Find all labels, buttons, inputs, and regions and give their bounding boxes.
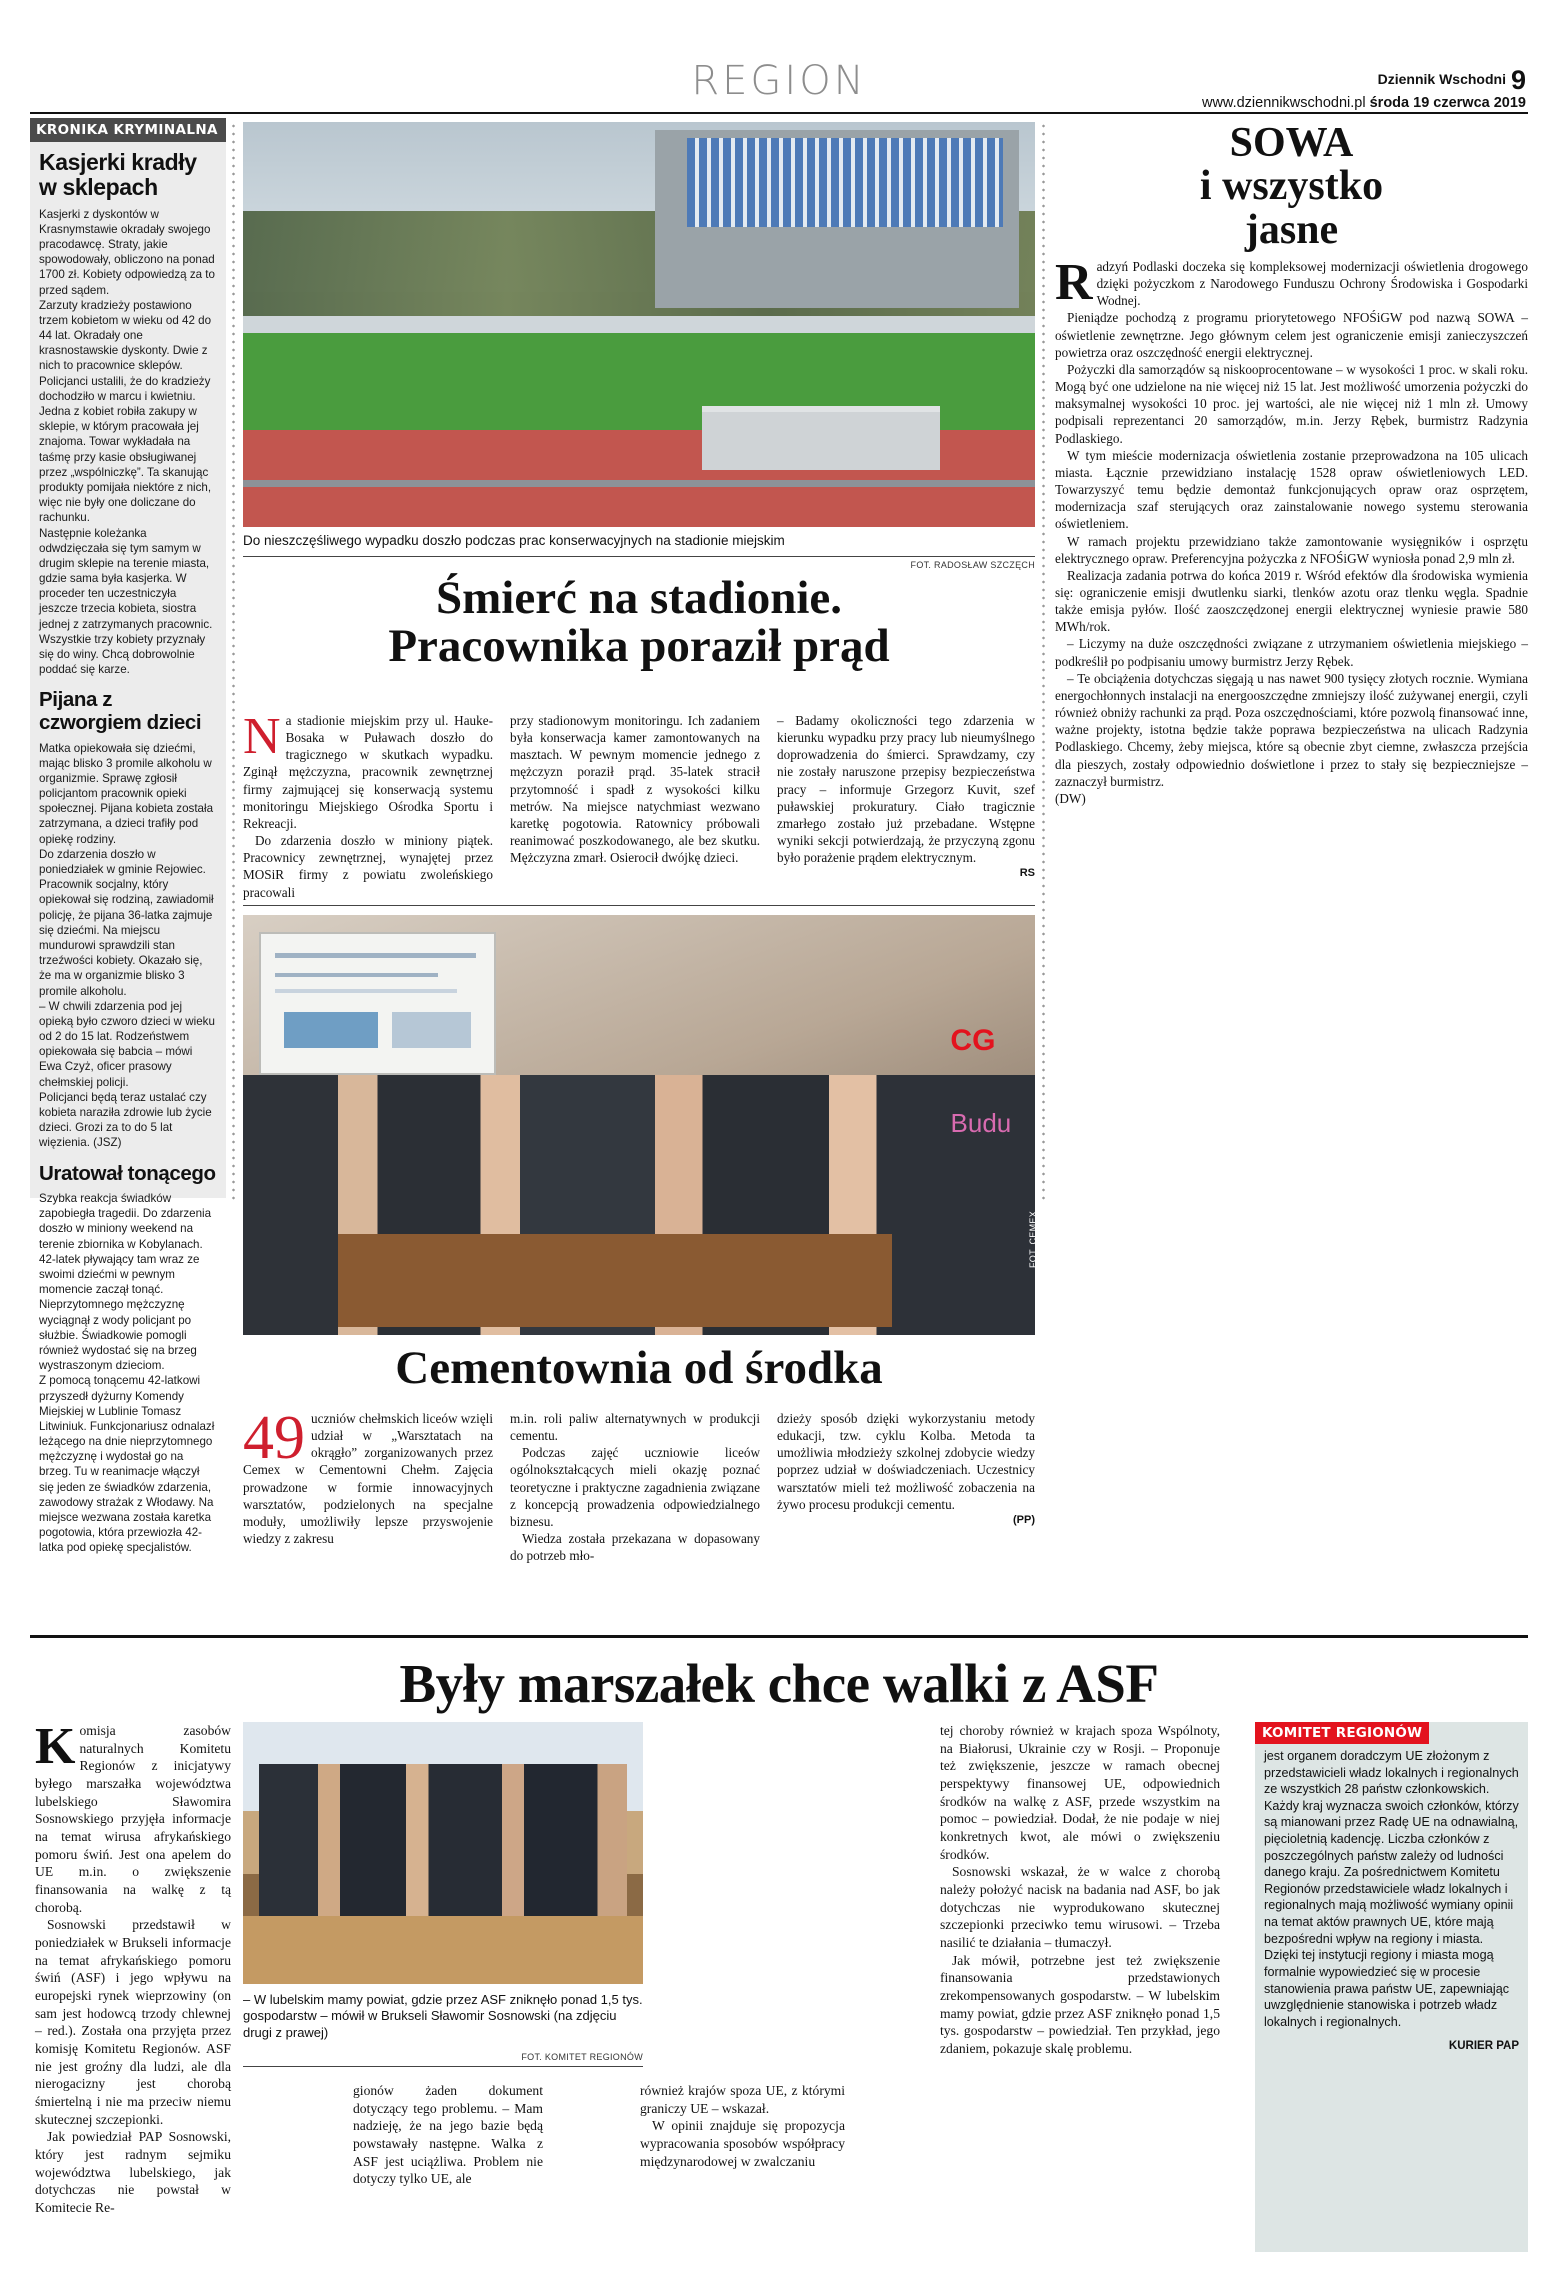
stadium-photo xyxy=(243,122,1035,527)
stadium-byline: RS xyxy=(1019,867,1035,880)
paragraph: m.in. roli paliw alternatywnych w produkcji cementu. xyxy=(510,1411,760,1444)
paragraph: dzieży sposób dzięki wykorzystaniu metody edukacji, tzw. cyklu Kolba. Metoda ta umożliwia młodzieży szkolnej zdobycie wiedzy poprzez udział w doświadczeniach. Uczestnicy warsztatów mieli też możliwość zobaczenia na żywo procesu produkcji cementu. xyxy=(777,1411,1035,1512)
paragraph: W ramach projektu przewidziano także zamontowanie wysięgników i osprzętu elektrycznego opraw. Preferencyjna pożyczka z NFOŚiGW wyniosła ponad 2,9 mln zł. xyxy=(1055,533,1528,566)
issue-date: środa 19 czerwca 2019 xyxy=(1369,95,1526,112)
paragraph: Następnie koleżanka odwdzięczała się tym samym w drugim sklepie na terenie miasta, gdzie sama była kasjerka. W proceder ten uczestniczyła jeszcze trzecia kobieta, siostra jednej z zatrzymanych pracownic. Wszystkie trzy kobiety przyznały się do winy. Chcą dobrowolnie poddać się karze. xyxy=(39,526,213,677)
cement-photo-credit: FOT. CEMEX xyxy=(1028,1210,1038,1268)
komitet-source: KURIER PAP xyxy=(1448,2040,1519,2053)
paragraph: również krajów spoza UE, z którymi graniczy UE – wskazał. xyxy=(640,2083,845,2116)
masthead-paper-line xyxy=(1202,66,1526,95)
column-divider-1 xyxy=(232,122,235,1202)
paragraph: omisja zasobów naturalnych Komitetu Regionów z inicjatywy byłego marszałka województwa lubelskiego Sławomira Sosnowskiego przyjęła informacje na temat wirusa afrykańskiego pomoru świń. Jest ona apelem do UE m.in. o zwiększenie finansowania na walkę z tą chorobą. xyxy=(35,1723,231,1915)
paragraph: Do zdarzenia doszło w poniedziałek w gminie Rejowiec. Pracownik socjalny, który opiekował się rodziną, zawiadomił policję, że pijana 36-latka zajmuje się dziećmi. Na miejscu mundurowi sprawdzili stan trzeźwości kobiety. Okazało się, że ma w organizmie blisko 3 promile alkoholu. xyxy=(39,847,214,998)
paragraph: Policjanci ustalili, że do kradzieży dochodziło w marcu i kwietniu. Jedna z kobiet robiła zakupy w sklepie, w którym pracowała jej znajoma. Towar wykładała na taśmę przy kasie obsługiwanej przez „wspólniczkę”. Ta skanując produkty pomijała niektóre z nich, więc nie były one doliczane do rachunku. xyxy=(39,374,212,525)
kronika-item-2-headline: Uratował tonącego xyxy=(39,1161,216,1185)
column-divider-2 xyxy=(1042,122,1045,1202)
asf-body-col-3 xyxy=(940,1722,1220,2058)
paragraph: Jak mówił, potrzebne jest też zwiększenie finansowania przedstawionych zrekompensowanych gospodarstw. – W lubelskim mamy powiat, gdzie przez ASF zniknęło ponad 1,5 tys. gospodarstw – powiedział. Ten przykład, jego zdaniem, pokazuje skalę problemu. xyxy=(940,1952,1220,2057)
photo-panelists xyxy=(259,1764,627,1916)
paragraph: Sosnowski przedstawił w poniedziałek w Brukseli informacje na temat afrykańskiego pomoru świń (ASF) i jego wpływu na europejski rynek wieprzowiny (on sam jest hodowcą trzody chlewnej – red.). Została ona przyjęta przez komisję Komitetu Regionów. ASF nie jest groźny dla ludzi, ale dla nierogacizny jest chorobą śmiertelną i nie ma przeciw niemu skutecznej szczepionki. xyxy=(35,1917,231,2127)
paragraph: – Badamy okoliczności tego zdarzenia w kierunku wypadku przy pracy lub nieumyślnego doprowadzenia do śmierci. Sprawdzamy, czy nie zostały naruszone przepisy bezpieczeństwa pracy – informuje Grzegorz Kuvit, szef puławskiej prokuratury. Ciało tragicznie zmarłego zostało już przebadane. Wstępne wyniki sekcji potwierdzają, że przyczyną zgonu było porażenie prądem elektrycznym. xyxy=(777,713,1035,866)
caption-rule-1 xyxy=(243,556,1035,557)
masthead xyxy=(0,58,1558,120)
paragraph: Pieniądze pochodzą z programu priorytetowego NFOŚiGW pod nazwą SOWA – oświetlenie zewnętrzne. Jego głównym celem jest ograniczenie emisji zanieczyszczeń powietrza oraz oszczędność energii elektrycznej. xyxy=(1055,310,1528,360)
paragraph: a stadionie miejskim przy ul. Hauke-Bosaka w Puławach doszło do tragicznego w skutkach wypadku. Zginął mężczyzna, pracownik zewnętrznej firmy zajmującej się konserwacją systemu monitoringu Miejskiego Ośrodka Sportu i Rekreacji. xyxy=(243,713,493,831)
paragraph: W opinii znajduje się propozycja wypracowania sposobów współpracy międzynarodowej w zwalczaniu xyxy=(640,2118,845,2169)
kronika-item-2-body xyxy=(39,1191,217,1556)
page-number: 9 xyxy=(1510,65,1526,95)
headline-line-1: Kasjerki kradły xyxy=(39,149,197,175)
paragraph: adzyń Podlaski doczeka się kompleksowej modernizacji oświetlenia drogowego dzięki pożyczkom z Narodowego Funduszu Ochrony Środowiska i Gospodarki Wodnej. xyxy=(1096,259,1528,309)
asf-photo-credit: FOT. KOMITET REGIONÓW xyxy=(521,2052,643,2062)
sowa-headline-line-1: SOWA xyxy=(1229,120,1354,166)
paragraph: Jak powiedział PAP Sosnowski, który jest radnym sejmiku województwa lubelskiego, jak dotychczas nie powstał w Komitecie Re- xyxy=(35,2129,231,2216)
photo-budu-text: Budu xyxy=(950,1108,1012,1139)
paragraph: Zarzuty kradzieży postawiono trzem kobietom w wieku od 42 do 44 lat. Okradały one krasnostawskie dyskonty. Dwie z nich to pracownice sklepów. xyxy=(39,298,212,373)
paragraph: Do zdarzenia doszło w miniony piątek. Pracownicy zewnętrznej, wynajętej przez MOSiR firmy z powiatu zwoleńskiego pracowali xyxy=(243,833,493,900)
paragraph: uczniów chełmskich liceów wzięli udział w „Warsztatach na okrągło” zorganizowanych przez Cemex w Cementowni Chełm. Zajęcia prowadzone w formie innowacyjnych warsztatów, podzielonych na specjalne moduły, umożliwiły lepsze przyswojenie wiedzy z zakresu xyxy=(243,1411,493,1547)
photo-seats xyxy=(687,138,1004,227)
paragraph: Z pomocą tonącemu 42-latkowi przyszedł dyżurny Komendy Miejskiej w Lublinie Tomasz Litwiniuk. Funkcjonariusz odnalazł leżącego na dnie nieprzytomnego mężczyznę i wydostał go na brzeg. Tu w reanimacje włączył się jeden ze świadków zdarzenia, zawodowy strażak z Włodawy. Na miejsce wezwana została karetka pogotowia, która przewiozła 42-latka pod opiekę specjalistów. xyxy=(39,1374,215,1555)
paragraph: Realizacja zadania potrwa do końca 2019 r. Wśród efektów dla środowiska wymienia się: ograniczenie emisji dwutlenku siarki, tlenków azotu oraz tlenku węgla. Spadnie także emisja pyłów. Ilość zaoszczędzonej energii elektrycznej wyniesie prawie 580 MWh/rok. xyxy=(1055,567,1528,635)
sowa-byline: (DW) xyxy=(1055,790,1086,806)
masthead-rule xyxy=(30,112,1528,114)
cemex-logo: CG xyxy=(950,1024,996,1058)
paragraph: gionów żaden dokument dotyczący tego problemu. – Mam nadzieję, że na jego bazie będą powstawały następne. Walka z ASF jest uciążliwa. Problem nie dotyczy tylko UE, ale xyxy=(353,2083,543,2187)
paragraph: Szybka reakcja świadków zapobiegła tragedii. Do zdarzenia doszło w miniony weekend na terenie zbiornika w Kobylanach. 42-latek pływający tam wraz ze swoimi dziećmi w pewnym momencie zaczął tonąć. Nieprzytomnego mężczyznę wyciągnął z wody policjant po służbie. Świadkowie pomogli również wydostać się na brzeg wystraszonym dzieciom. xyxy=(39,1192,212,1373)
stadium-headline xyxy=(243,572,1035,672)
dropcap: R xyxy=(1055,254,1093,311)
asf-photo-caption: – W lubelskim mamy powiat, gdzie przez ASF zniknęło ponad 1,5 tys. gospodarstw – mówił w Brukseli Sławomir Sosnowski (na zdjęciu drugi z prawej) xyxy=(243,1992,643,2040)
dropcap: N xyxy=(243,708,281,765)
kronika-tag: KRONIKA KRYMINALNA xyxy=(30,118,226,142)
website-url[interactable]: www.dziennikwschodni.pl xyxy=(1201,95,1366,112)
cement-body-col-2 xyxy=(510,1410,760,1564)
photo-railing xyxy=(243,480,1035,487)
paragraph: Podczas zajęć uczniowie liceów ogólnokształcących mieli okazję poznać teoretyczne i praktyczne zagadnienia związane z koncepcją prowadzenia odpowiedzialnego biznesu. xyxy=(510,1445,760,1529)
kronika-kryminalna-column xyxy=(30,118,226,1555)
cement-headline: Cementownia od środka xyxy=(395,1342,883,1394)
sowa-headline-line-2: i wszystko xyxy=(1199,163,1384,210)
bottom-section-rule xyxy=(30,1635,1528,1638)
paper-name: Dziennik Wschodni xyxy=(1377,71,1506,87)
paragraph: – W chwili zdarzenia pod jej opieką było czworo dzieci w wieku od 2 do 15 lat. Rodzeństwem opiekowała się babcia – mówi Ewa Czyż, oficer prasowy chełmskiej policji. xyxy=(39,999,215,1089)
photo-table xyxy=(338,1234,892,1326)
paragraph: Pożyczki dla samorządów są niskooprocentowane – w wysokości 1 proc. w skali roku. Mogą być one udzielone na nie więcej niż 15 lat. Jest możliwość umorzenia pożyczki do maksymalnej wysokości 10 proc. jej wartości, ale nie więcej niż 1 mln zł. Umowy podpisali reprezentanci 20 samorządów, m.in. Jerzy Rębek, burmistrz Radzynia Podlaskiego. xyxy=(1055,361,1528,446)
paragraph: tej choroby również w krajach spoza Wspólnoty, na Białorusi, Ukrainie czy w Rosji. – Proponuje też zwiększenie, jeszcze w ramach obecnej perspektywy finansowej UE, odpowiednich środków na walkę z ASF, przede wszystkim na pomoc – powiedział. Dodał, że nie podaje w niej konkretnych kwot, ale mówi o zwiększeniu środków. xyxy=(940,1723,1220,1862)
paragraph: Matka opiekowała się dziećmi, mając blisko 3 promile alkoholu w organizmie. Sprawę zgłosił policjantom pracownik opieki społecznej. Pijana kobieta została zatrzymana, a dzieci trafiły pod opiekę rodziny. xyxy=(39,741,214,846)
stadium-body-col-1 xyxy=(243,708,493,901)
paragraph: Sosnowski wskazał, że w walce z chorobą należy położyć nacisk na badania nad ASF, bo jak dotychczas nie wyprodukowano skutecznej szczepionki przeciwko temu wirusowi. – Trzeba nasilić te działania – tłumaczył. xyxy=(940,1864,1220,1951)
stadium-body-col-2 xyxy=(510,712,760,866)
kronika-item-1-body xyxy=(39,741,217,1151)
paragraph: W tym mieście modernizacja oświetlenia zostanie przeprowadzona na 105 ulicach miasta. Łącznie przewidziano instalację 1528 opraw oświetleniowych LED. Towarzyszyć temu będzie demontaż funkcjonujących opraw oraz osprzętem, modernizacja szaf sterujących oraz zainstalowanie nowego systemu sterowania oświetleniem. xyxy=(1055,447,1528,532)
asf-body-col-1 xyxy=(35,1718,231,2217)
cement-byline: (PP) xyxy=(1013,1513,1035,1526)
kronika-item-0-body xyxy=(39,207,217,678)
paragraph: przy stadionowym monitoringu. Ich zadaniem była konserwacja kamer zamontowanych na masztach. W pewnym momencie jednego z mężczyzn poraził prąd. 35-latek stracił przytomność i spadł z wysokości kilku metrów. Na miejsce natychmiast wezwano karetkę pogotowia. Ratownicy próbowali reanimować poszkodowanego, ale bez skutku. Mężczyzna zmarł. Osierocił dwójkę dzieci. xyxy=(510,713,760,866)
asf-conference-photo xyxy=(243,1722,643,1984)
sowa-headline-line-3: jasne xyxy=(1244,206,1339,253)
sowa-body xyxy=(1055,254,1528,807)
paragraph: Policjanci będą teraz ustalać czy kobieta naraziła zdrowie lub życie dzieci. Grozi za to do 5 lat więzienia. (JSZ) xyxy=(39,1090,212,1150)
photo-desk xyxy=(243,1916,643,1984)
dropcap: K xyxy=(35,1718,76,1775)
asf-headline: Były marszałek chce walki z ASF xyxy=(399,1653,1159,1714)
paragraph: – Liczymy na duże oszczędności związane z utrzymaniem oświetlenia miejskiego – podkreślił po podpisaniu umowy burmistrz Jerzy Rębek. xyxy=(1055,636,1528,669)
masthead-date-line xyxy=(1202,96,1526,112)
masthead-info xyxy=(1202,66,1526,112)
sowa-headline xyxy=(1055,122,1528,252)
paragraph: – Te obciążenia dotychczas sięgają u nas nawet 900 tysięcy złotych rocznie. Wymiana energochłonnych instalacji na energooszczędne zmniejszy ilość zużywanej energii, czyli również obniży rachunki za prąd. Poza oszczędnościami, które pozwolą finansować inne, ważne projekty, istotna będzie także poprawa bezpieczeństwa na ulicach Radzynia Podlaskiego. Chcemy, żeby miejsca, które są obecnie zbyt ciemne, zwłaszcza przejścia dla pieszych, zostały odpowiednio doświetlone i przez to stały się bezpieczniejsze – zaznaczył burmistrz. xyxy=(1055,670,1528,789)
kronika-item-1-headline: Pijana z czworgiem dzieci xyxy=(39,688,202,734)
komitet-regionow-box xyxy=(1255,1722,1528,2252)
kronika-item-0-headline xyxy=(39,150,217,201)
stadium-photo-caption: Do nieszczęśliwego wypadku doszło podczas prac konserwacyjnych na stadionie miejskim xyxy=(243,533,785,548)
stadium-body-col-3 xyxy=(777,712,1035,881)
photo-tent xyxy=(702,406,940,471)
asf-caption-rule xyxy=(243,2066,643,2067)
stadium-section-rule xyxy=(243,905,1035,906)
stadium-headline-line-1: Śmierć na stadionie. xyxy=(435,572,843,624)
komitet-body: jest organem doradczym UE złożonym z przedstawicieli władz lokalnych i regionalnych ze wszystkich 28 państw członkowskich. Każdy kraj wyznacza swoich członków, którzy są mianowani przez Radę UE na odnawialną, pięcioletnią kadencję. Liczba członków z poszczególnych państw zależy od ludności danego kraju. Za pośrednictwem Komitetu Regionów przedstawiciele władz lokalnych i regionalnych mają możliwość wymiany opinii na temat aktów prawnych UE, które mają bezpośredni wpływ na regiony i miasta. Dzięki tej instytucji regiony i miasta mogą formalnie wypowiedzieć się w procesie stanowienia prawa państw UE, zapewniając uwzględnienie stanowiska i potrzeb władz lokalnych i regionalnych. xyxy=(1264,1749,1519,2029)
cement-body-col-1 xyxy=(243,1404,493,1547)
paragraph: Kasjerki z dyskontów w Krasnymstawie okradały swojego pracodawcę. Straty, jakie spowodowały, obliczono na ponad 1700 zł. Kobiety odpowiedzą za to przed sądem. xyxy=(39,207,215,297)
asf-body-col-2b xyxy=(640,2082,845,2170)
cement-big-number: 49 xyxy=(243,1404,305,1472)
cement-body-col-3 xyxy=(777,1410,1035,1527)
section-title: REGION xyxy=(691,58,867,104)
stadium-photo-credit: FOT. RADOSŁAW SZCZĘCH xyxy=(910,560,1035,570)
komitet-tag: KOMITET REGIONÓW xyxy=(1255,1722,1429,1744)
cement-workshop-photo xyxy=(243,915,1035,1335)
photo-presentation-screen xyxy=(259,932,497,1075)
paragraph: Wiedza została przekazana w dopasowany do potrzeb mło- xyxy=(510,1531,760,1564)
headline-line-2: w sklepach xyxy=(39,174,158,201)
asf-body-col-1b xyxy=(353,2082,543,2188)
stadium-headline-line-2: Pracownika poraził prąd xyxy=(388,619,890,672)
